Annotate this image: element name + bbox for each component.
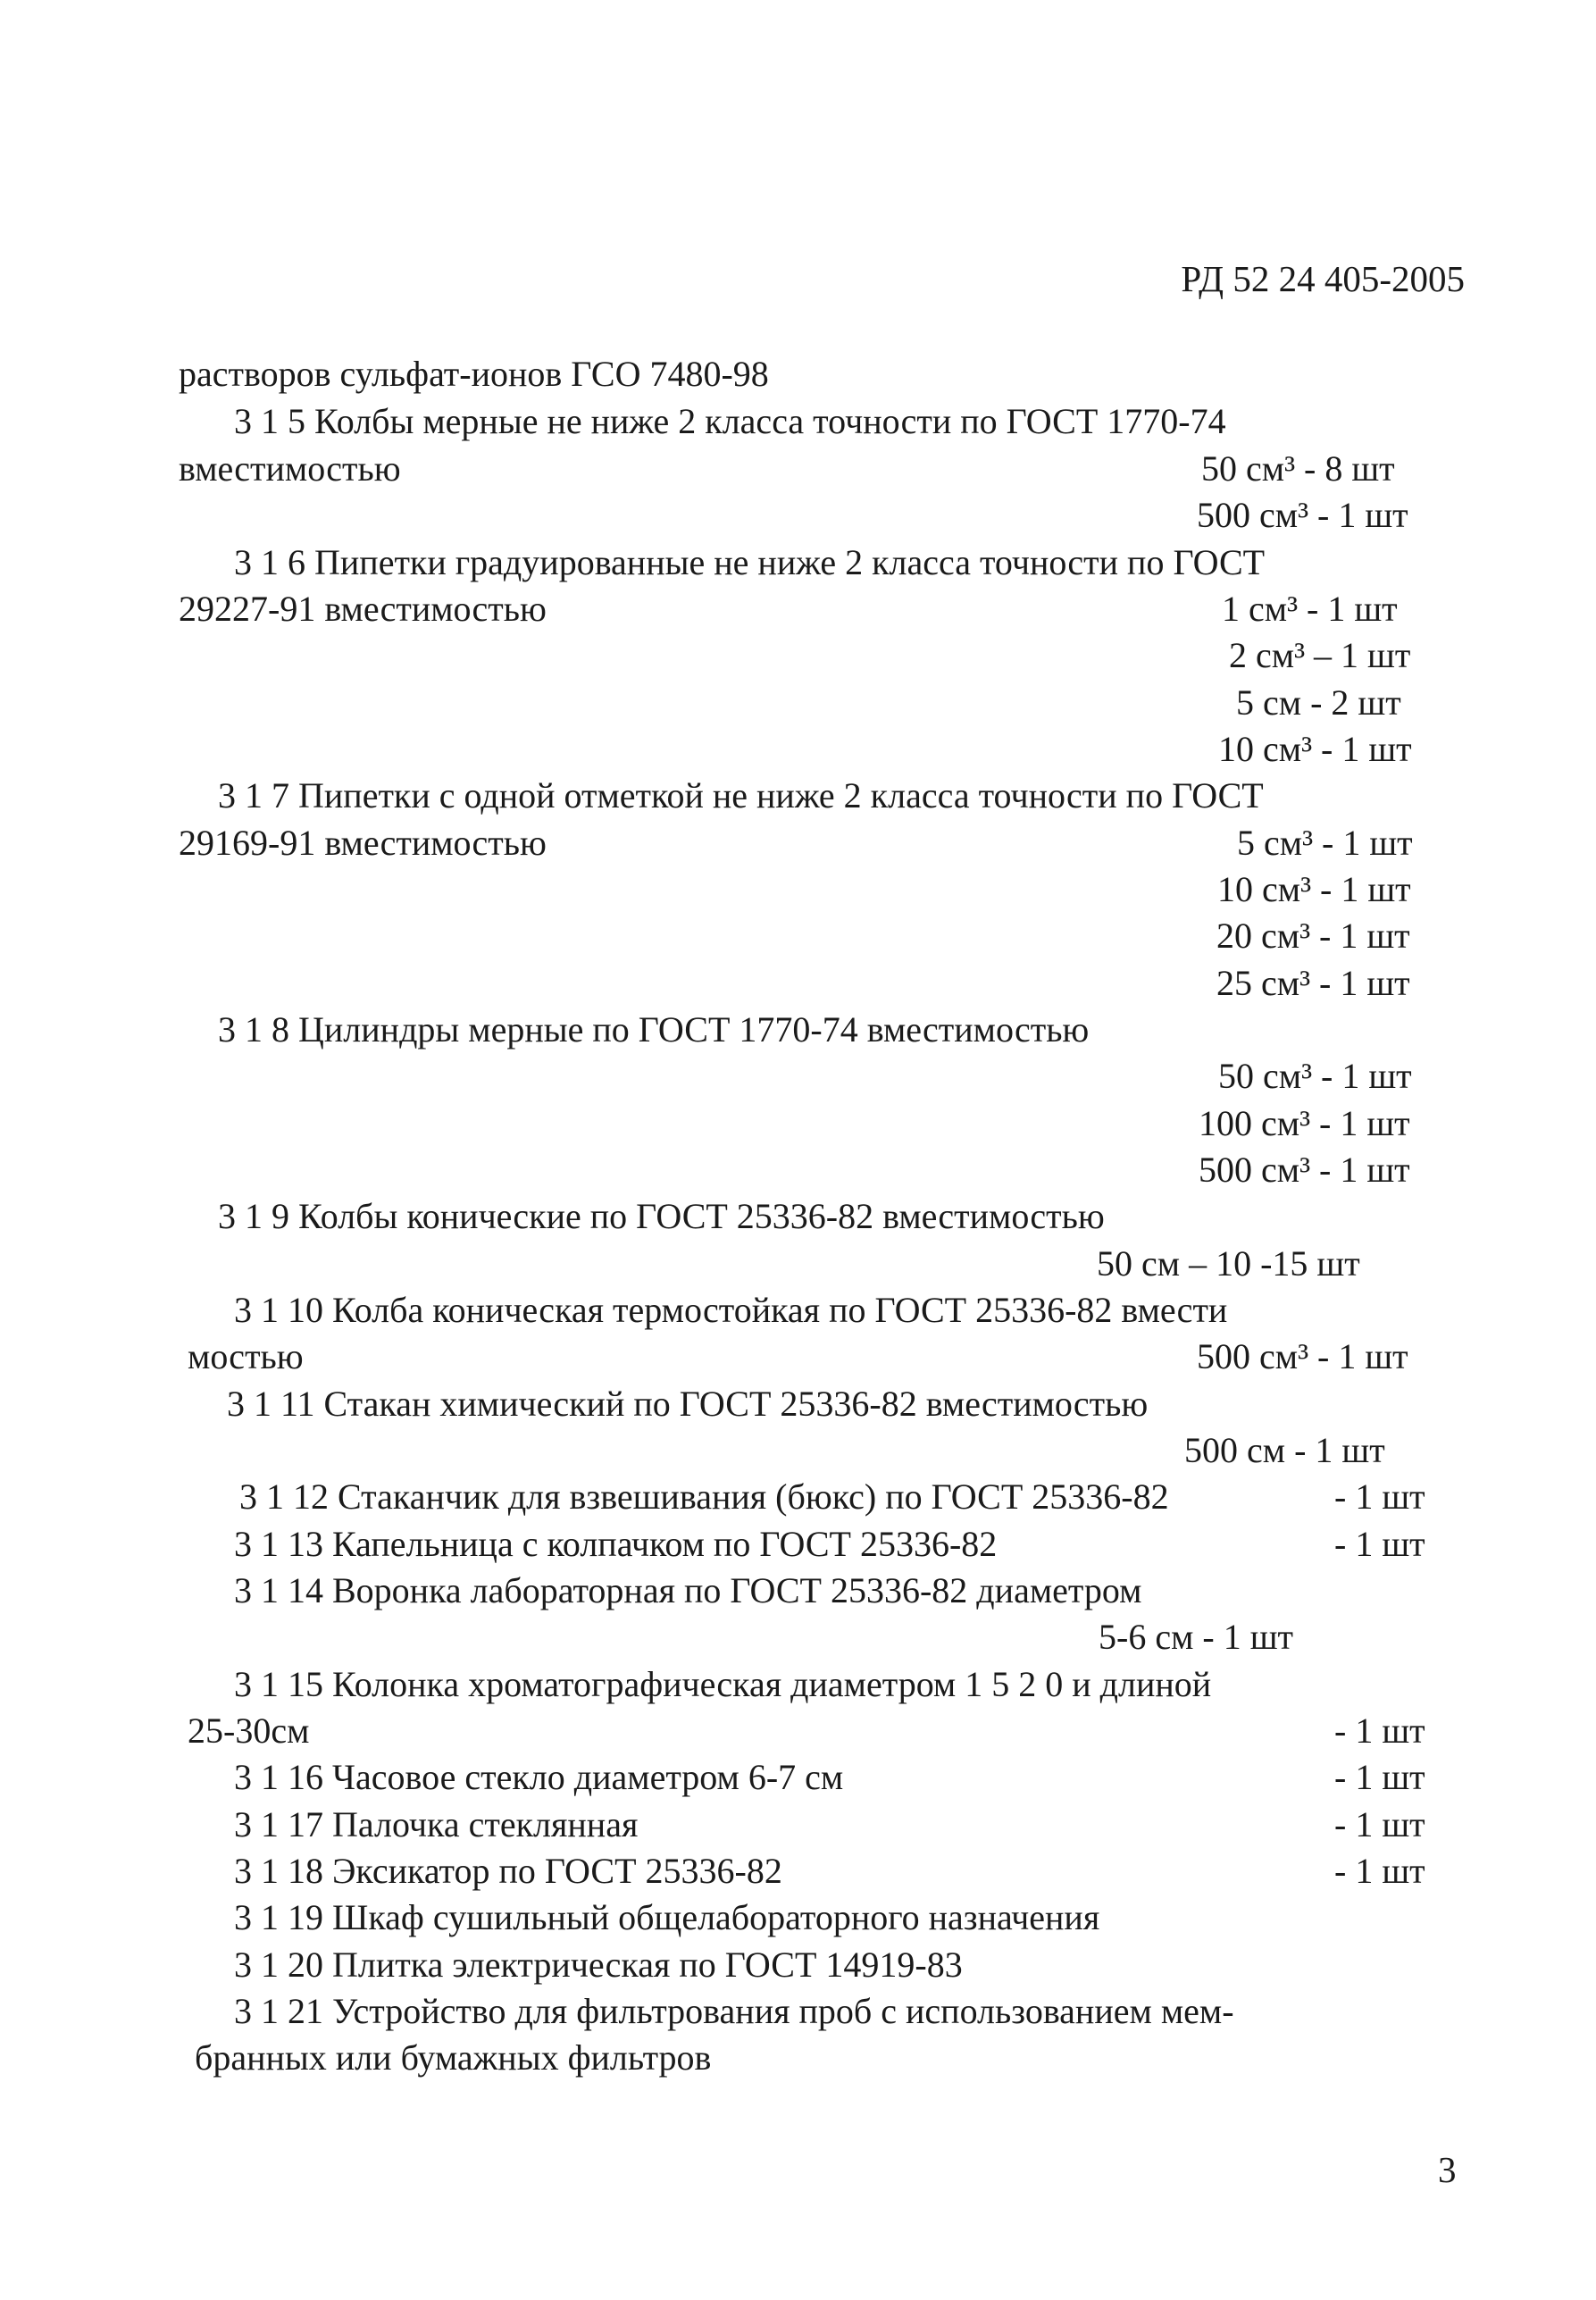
text-line-9-right: 10 см³ - 1 шт [1218, 729, 1412, 769]
text-line-16-right: 50 см³ - 1 шт [1218, 1056, 1412, 1096]
text-line-37: бранных или бумажных фильтров [195, 2037, 712, 2078]
text-line-26-left: 3 1 13 Капельница с колпачком по ГОСТ 25336-82 [234, 1524, 998, 1564]
text-line-13-right: 20 см³ - 1 шт [1216, 916, 1410, 956]
text-line-24-right: 500 см - 1 шт [1184, 1430, 1385, 1470]
text-line-5: 3 1 6 Пипетки градуированные не ниже 2 класса точности по ГОСТ [234, 542, 1266, 582]
text-line-14-right: 25 см³ - 1 шт [1216, 963, 1410, 1003]
text-line-31-right: - 1 шт [1334, 1757, 1425, 1797]
text-line-12-right: 10 см³ - 1 шт [1217, 869, 1411, 909]
text-line-21: 3 1 10 Колба коническая термостойкая по ГОСТ 25336-82 вмести [234, 1290, 1228, 1330]
text-line-22-left: мостью [188, 1336, 304, 1376]
text-line-15: 3 1 8 Цилиндры мерные по ГОСТ 1770-74 вместимостью [218, 1009, 1090, 1050]
text-line-7-right: 2 см³ – 1 шт [1229, 635, 1411, 675]
text-line-36: 3 1 21 Устройство для фильтрования проб с использованием мем- [234, 1991, 1234, 2031]
text-line-27: 3 1 14 Воронка лабораторная по ГОСТ 25336-82 диаметром [234, 1570, 1142, 1610]
text-line-30-right: - 1 шт [1334, 1710, 1425, 1751]
text-line-17-right: 100 см³ - 1 шт [1199, 1103, 1410, 1143]
text-line-29: 3 1 15 Колонка хроматографическая диаметром 1 5 2 0 и длиной [234, 1664, 1212, 1704]
text-line-11-left: 29169-91 вместимостью [179, 823, 547, 863]
text-line-33-right: - 1 шт [1334, 1851, 1425, 1891]
document-code-header: РД 52 24 405-2005 [1181, 258, 1465, 299]
text-line-25-right: - 1 шт [1334, 1476, 1425, 1517]
text-line-32-right: - 1 шт [1334, 1804, 1425, 1844]
text-line-1: растворов сульфат-ионов ГСО 7480-98 [179, 354, 769, 394]
text-line-23: 3 1 11 Стакан химический по ГОСТ 25336-82 вместимостью [227, 1384, 1149, 1424]
text-line-6-right: 1 см³ - 1 шт [1222, 589, 1398, 629]
text-line-19: 3 1 9 Колбы конические по ГОСТ 25336-82 вместимостью [218, 1196, 1105, 1236]
text-line-4-right: 500 см³ - 1 шт [1197, 495, 1408, 535]
text-line-25-left: 3 1 12 Стаканчик для взвешивания (бюкс) по ГОСТ 25336-82 [239, 1476, 1169, 1517]
text-line-34: 3 1 19 Шкаф сушильный общелабораторного назначения [234, 1897, 1100, 1937]
text-line-22-right: 500 см³ - 1 шт [1197, 1336, 1408, 1376]
text-line-10: 3 1 7 Пипетки с одной отметкой не ниже 2 класса точности по ГОСТ [218, 775, 1264, 815]
text-line-20-right: 50 см – 10 -15 шт [1097, 1243, 1360, 1284]
text-line-3-left: вместимостью [179, 448, 401, 489]
text-line-3-right: 50 см³ - 8 шт [1201, 448, 1395, 489]
page-number: 3 [1438, 2149, 1457, 2190]
text-line-32-left: 3 1 17 Палочка стеклянная [234, 1804, 639, 1844]
text-line-18-right: 500 см³ - 1 шт [1199, 1150, 1410, 1190]
text-line-6-left: 29227-91 вместимостью [179, 589, 547, 629]
text-line-30-left: 25-30см [188, 1710, 310, 1751]
text-line-33-left: 3 1 18 Эксикатор по ГОСТ 25336-82 [234, 1851, 782, 1891]
text-line-2: 3 1 5 Колбы мерные не ниже 2 класса точности по ГОСТ 1770-74 [234, 401, 1226, 441]
text-line-26-right: - 1 шт [1334, 1524, 1425, 1564]
text-line-8-right: 5 см - 2 шт [1236, 682, 1401, 723]
text-line-28-right: 5-6 см - 1 шт [1099, 1617, 1293, 1657]
text-line-35: 3 1 20 Плитка электрическая по ГОСТ 14919-83 [234, 1945, 963, 1985]
text-line-11-right: 5 см³ - 1 шт [1237, 823, 1413, 863]
text-line-31-left: 3 1 16 Часовое стекло диаметром 6-7 см [234, 1757, 844, 1797]
